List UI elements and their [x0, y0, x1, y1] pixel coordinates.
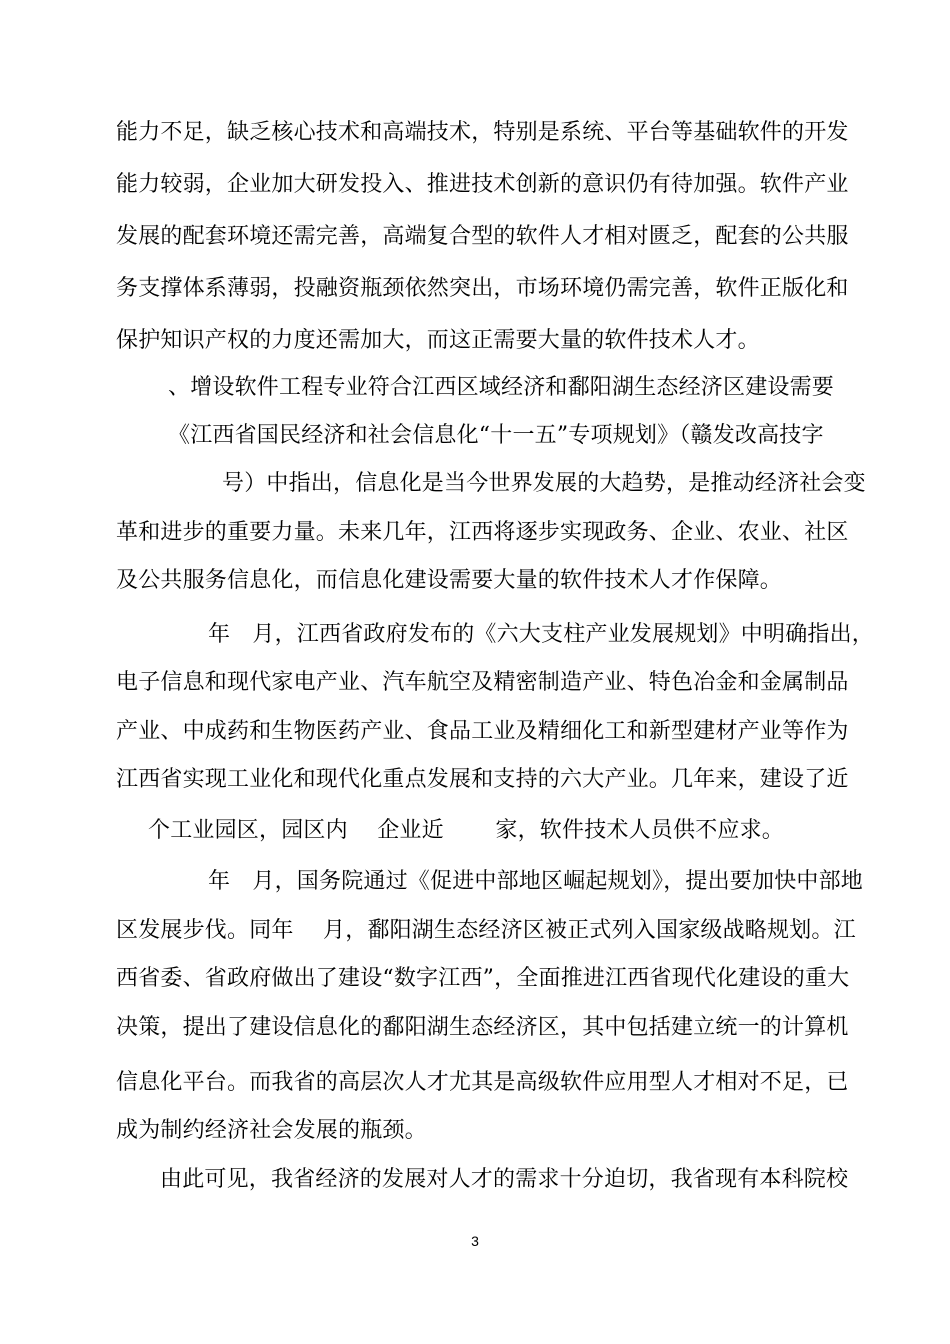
text-line: 西省委、省政府做出了建设“数字江西”，全面推进江西省现代化建设的重大	[116, 966, 850, 991]
text-line: 年 月，国务院通过《促进中部地区崛起规划》，提出要加快中部地	[208, 869, 864, 894]
text-line: 区发展步伐。同年 月，鄱阳湖生态经济区被正式列入国家级战略规划。江	[116, 918, 856, 943]
text-line: 成为制约经济社会发展的瓶颈。	[116, 1118, 427, 1143]
text-line: 年 月，江西省政府发布的《六大支柱产业发展规划》中明确指出，	[208, 622, 875, 647]
text-line: 保护知识产权的力度还需加大，而这正需要大量的软件技术人才。	[116, 328, 760, 353]
text-line: 革和进步的重要力量。未来几年，江西将逐步实现政务、企业、农业、社区	[116, 520, 849, 545]
text-line: 及公共服务信息化，而信息化建设需要大量的软件技术人才作保障。	[116, 568, 783, 593]
text-line: 能力不足，缺乏核心技术和高端技术，特别是系统、平台等基础软件的开发	[116, 120, 849, 145]
text-line: 《江西省国民经济和社会信息化“十一五”专项规划》（赣发改高技字	[168, 423, 824, 448]
text-line: 信息化平台。而我省的高层次人才尤其是高级软件应用型人才相对不足，已	[116, 1070, 849, 1095]
page-number: 3	[471, 1233, 479, 1249]
text-line: 个工业园区，园区内 企业近 家，软件技术人员供不应求。	[148, 818, 784, 843]
text-line: 发展的配套环境还需完善，高端复合型的软件人才相对匮乏，配套的公共服	[116, 224, 849, 249]
text-line: 产业、中成药和生物医药产业、食品工业及精细化工和新型建材产业等作为	[116, 719, 849, 744]
text-line: 能力较弱，企业加大研发投入、推进技术创新的意识仍有待加强。软件产业	[116, 172, 849, 197]
section-heading: 、增设软件工程专业符合江西区域经济和鄱阳湖生态经济区建设需要	[168, 375, 835, 400]
text-line: 务支撑体系薄弱，投融资瓶颈依然突出，市场环境仍需完善，软件正版化和	[116, 276, 849, 301]
text-line: 决策，提出了建设信息化的鄱阳湖生态经济区，其中包括建立统一的计算机	[116, 1015, 849, 1040]
text-line: 由此可见，我省经济的发展对人才的需求十分迫切，我省现有本科院校	[160, 1167, 849, 1192]
text-line: 电子信息和现代家电产业、汽车航空及精密制造产业、特色冶金和金属制品	[116, 670, 849, 695]
text-line: 号）中指出，信息化是当今世界发展的大趋势，是推动经济社会变	[222, 471, 866, 496]
text-line: 江西省实现工业化和现代化重点发展和支持的六大产业。几年来，建设了近	[116, 767, 849, 792]
